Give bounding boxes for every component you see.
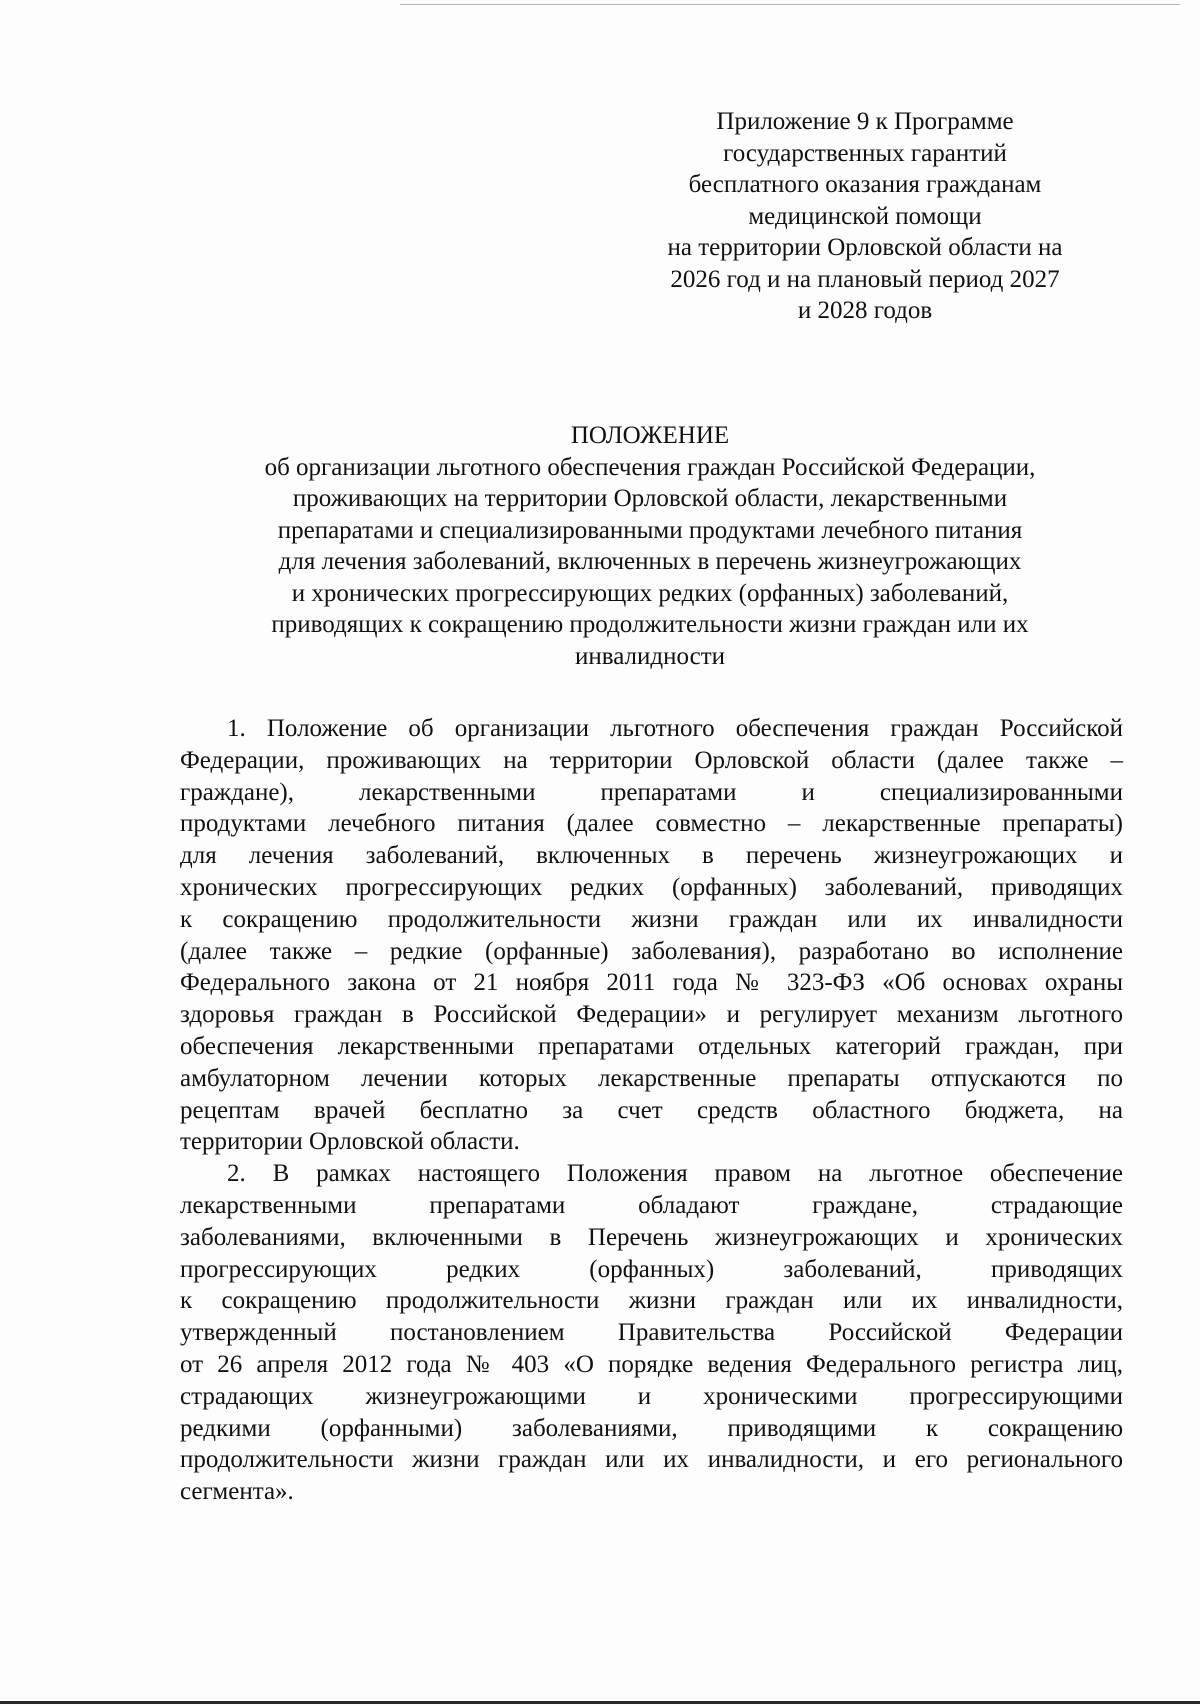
- paragraph-line: 2. В рамках настоящего Положения правом на льготное обеспечение: [227, 1160, 1123, 1188]
- paragraph-line: заболеваниями, включенными в Перечень жизнеугрожающих и хронических: [180, 1223, 1123, 1251]
- title-heading: ПОЛОЖЕНИЕ: [570, 422, 730, 449]
- scan-edge-bottom: [0, 1701, 1200, 1704]
- title-line: для лечения заболеваний, включенных в перечень жизнеугрожающих: [278, 548, 1022, 575]
- paragraph-line: рецептам врачей бесплатно за счет средств областного бюджета, на: [180, 1096, 1123, 1124]
- paragraph-line: редкими (орфанными) заболеваниями, приводящими к сокращению: [180, 1414, 1123, 1442]
- paragraph-line: к сокращению продолжительности жизни граждан или их инвалидности,: [180, 1287, 1123, 1315]
- annex-header: [640, 106, 1090, 327]
- annex-line: на территории Орловской области на: [667, 234, 1063, 261]
- title-line: проживающих на территории Орловской области, лекарственными: [292, 485, 1008, 512]
- paragraph-line: Федерации, проживающих на территории Орловской области (далее также –: [180, 746, 1123, 774]
- paragraph-2: [180, 1158, 1123, 1508]
- paragraph-line: (далее также – редкие (орфанные) заболевания), разработано во исполнение: [180, 937, 1123, 965]
- document-body: [180, 713, 1123, 1508]
- title-line: приводящих к сокращению продолжительности жизни граждан или их: [271, 611, 1029, 638]
- annex-line: государственных гарантий: [723, 139, 1007, 167]
- paragraph-line: для лечения заболеваний, включенных в перечень жизнеугрожающих и: [180, 842, 1123, 870]
- paragraph-line: 1. Положение об организации льготного обеспечения граждан Российской: [227, 715, 1123, 742]
- paragraph-line: обеспечения лекарственными препаратами отдельных категорий граждан, при: [180, 1032, 1123, 1060]
- scan-edge-top: [400, 4, 1180, 5]
- title-line: инвалидности: [574, 642, 726, 670]
- paragraph-line: граждане), лекарственными препаратами и специализированными: [180, 778, 1123, 806]
- title-line: об организации льготного обеспечения граждан Российской Федерации,: [264, 453, 1036, 481]
- annex-line: Приложение 9 к Программе: [716, 108, 1014, 135]
- paragraph-line: от 26 апреля 2012 года № 403 «О порядке ведения Федерального регистра лиц,: [180, 1350, 1123, 1378]
- paragraph-line: Федерального закона от 21 ноября 2011 года № 323-ФЗ «Об основах охраны: [180, 969, 1123, 997]
- annex-line: и 2028 годов: [797, 297, 933, 324]
- paragraph-1: [180, 713, 1123, 1158]
- paragraph-line: хронических прогрессирующих редких (орфанных) заболеваний, приводящих: [180, 873, 1123, 901]
- paragraph-line: прогрессирующих редких (орфанных) заболеваний, приводящих: [180, 1255, 1123, 1283]
- paragraph-line: сегмента».: [180, 1478, 294, 1506]
- paragraph-line: утвержденный постановлением Правительства Российской Федерации: [180, 1319, 1123, 1347]
- annex-line: 2026 год и на плановый период 2027: [670, 265, 1060, 293]
- annex-line: бесплатного оказания гражданам: [688, 171, 1042, 198]
- title-line: препаратами и специализированными продуктами лечебного питания: [277, 516, 1023, 544]
- paragraph-line: к сокращению продолжительности жизни граждан или их инвалидности: [180, 905, 1123, 933]
- paragraph-line: страдающих жизнеугрожающими и хроническими прогрессирующими: [180, 1382, 1123, 1410]
- paragraph-line: продолжительности жизни граждан или их инвалидности, и его регионального: [180, 1446, 1123, 1474]
- document-title: [180, 420, 1120, 672]
- paragraph-line: продуктами лечебного питания (далее совместно – лекарственные препараты): [180, 810, 1123, 838]
- title-line: и хронических прогрессирующих редких (орфанных) заболеваний,: [291, 579, 1009, 607]
- paragraph-line: амбулаторном лечении которых лекарственные препараты отпускаются по: [180, 1064, 1123, 1092]
- paragraph-line: лекарственными препаратами обладают граждане, страдающие: [180, 1191, 1123, 1219]
- paragraph-line: здоровья граждан в Российской Федерации» и регулирует механизм льготного: [180, 1001, 1123, 1029]
- paragraph-line: территории Орловской области.: [180, 1128, 520, 1156]
- annex-line: медицинской помощи: [748, 202, 982, 230]
